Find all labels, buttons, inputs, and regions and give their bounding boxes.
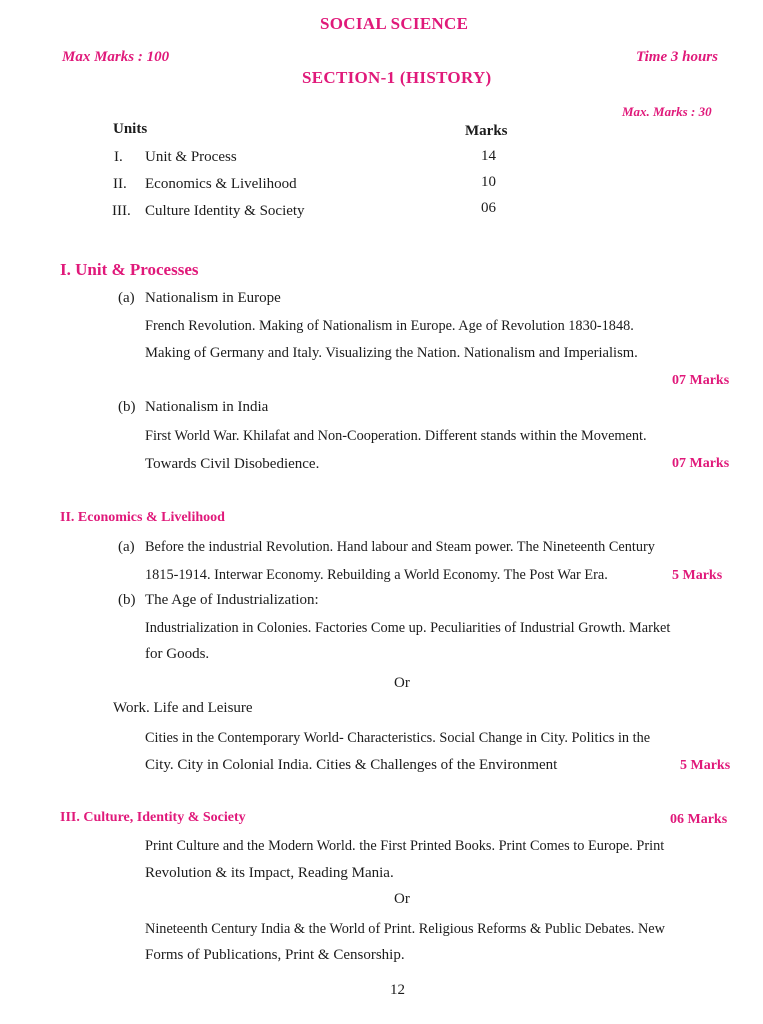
section-max-marks: Max. Marks : 30 (622, 104, 712, 119)
table-row-num: II. (113, 176, 127, 192)
table-row-marks: 10 (481, 174, 496, 190)
unit1-b-line1: First World War. Khilafat and Non-Cooperation. Different stands within the Movement. (145, 428, 647, 444)
table-row-name: Culture Identity & Society (145, 203, 305, 219)
unit3-line1: Print Culture and the Modern World. the First Printed Books. Print Comes to Europe. Print (145, 838, 665, 854)
unit1-heading: I. Unit & Processes (60, 260, 199, 279)
unit2-alt-line1: Cities in the Contemporary World- Characteristics. Social Change in City. Politics in the (145, 730, 651, 746)
or-separator: Or (394, 891, 410, 907)
unit1-a-marks: 07 Marks (672, 373, 730, 388)
unit2-heading: II. Economics & Livelihood (60, 510, 225, 525)
table-row-num: I. (114, 149, 123, 165)
unit2-a-label: (a) (118, 539, 135, 555)
unit2-a-line1: Before the industrial Revolution. Hand labour and Steam power. The Nineteenth Century (145, 539, 655, 555)
marks-column-header: Marks (465, 123, 508, 139)
unit2-alt-title: Work. Life and Leisure (113, 700, 253, 716)
unit2-a-line2: 1815-1914. Interwar Economy. Rebuilding a World Economy. The Post War Era. (145, 567, 608, 583)
unit2-b-line1: Industrialization in Colonies. Factories Come up. Peculiarities of Industrial Growth. Market (145, 620, 671, 636)
unit2-b-title: The Age of Industrialization: (145, 592, 319, 608)
unit1-a-line2: Making of Germany and Italy. Visualizing the Nation. Nationalism and Imperialism. (145, 345, 638, 361)
unit2-b-line2: for Goods. (145, 646, 210, 662)
unit3-line4: Forms of Publications, Print & Censorship. (145, 947, 405, 963)
unit1-a-label: (a) (118, 290, 135, 306)
units-column-header: Units (113, 121, 148, 137)
unit2-alt-marks: 5 Marks (680, 758, 731, 773)
unit1-b-marks: 07 Marks (672, 456, 730, 471)
table-row-marks: 14 (481, 148, 496, 164)
unit3-heading: III. Culture, Identity & Society (60, 810, 246, 825)
unit1-b-line2: Towards Civil Disobedience. (145, 456, 320, 472)
time-allowed: Time 3 hours (636, 49, 718, 65)
table-row-name: Economics & Livelihood (145, 176, 297, 192)
table-row-num: III. (112, 203, 131, 219)
unit2-alt-line2: City. City in Colonial India. Cities & Challenges of the Environment (145, 757, 558, 773)
unit1-b-label: (b) (118, 399, 136, 415)
page-number: 12 (390, 982, 405, 998)
unit1-b-title: Nationalism in India (145, 399, 269, 415)
unit3-line2: Revolution & its Impact, Reading Mania. (145, 865, 394, 881)
section-title: SECTION-1 (HISTORY) (302, 68, 492, 87)
unit1-a-line1: French Revolution. Making of Nationalism in Europe. Age of Revolution 1830-1848. (145, 318, 634, 334)
unit1-a-title: Nationalism in Europe (145, 290, 281, 306)
table-row-marks: 06 (481, 200, 496, 216)
max-marks: Max Marks : 100 (62, 49, 170, 65)
unit2-a-marks: 5 Marks (672, 568, 723, 583)
subject-title: SOCIAL SCIENCE (320, 14, 469, 33)
or-separator: Or (394, 675, 410, 691)
unit2-b-label: (b) (118, 592, 136, 608)
unit3-line3: Nineteenth Century India & the World of Print. Religious Reforms & Public Debates. New (145, 921, 665, 937)
unit3-marks: 06 Marks (670, 812, 728, 827)
table-row-name: Unit & Process (145, 149, 237, 165)
